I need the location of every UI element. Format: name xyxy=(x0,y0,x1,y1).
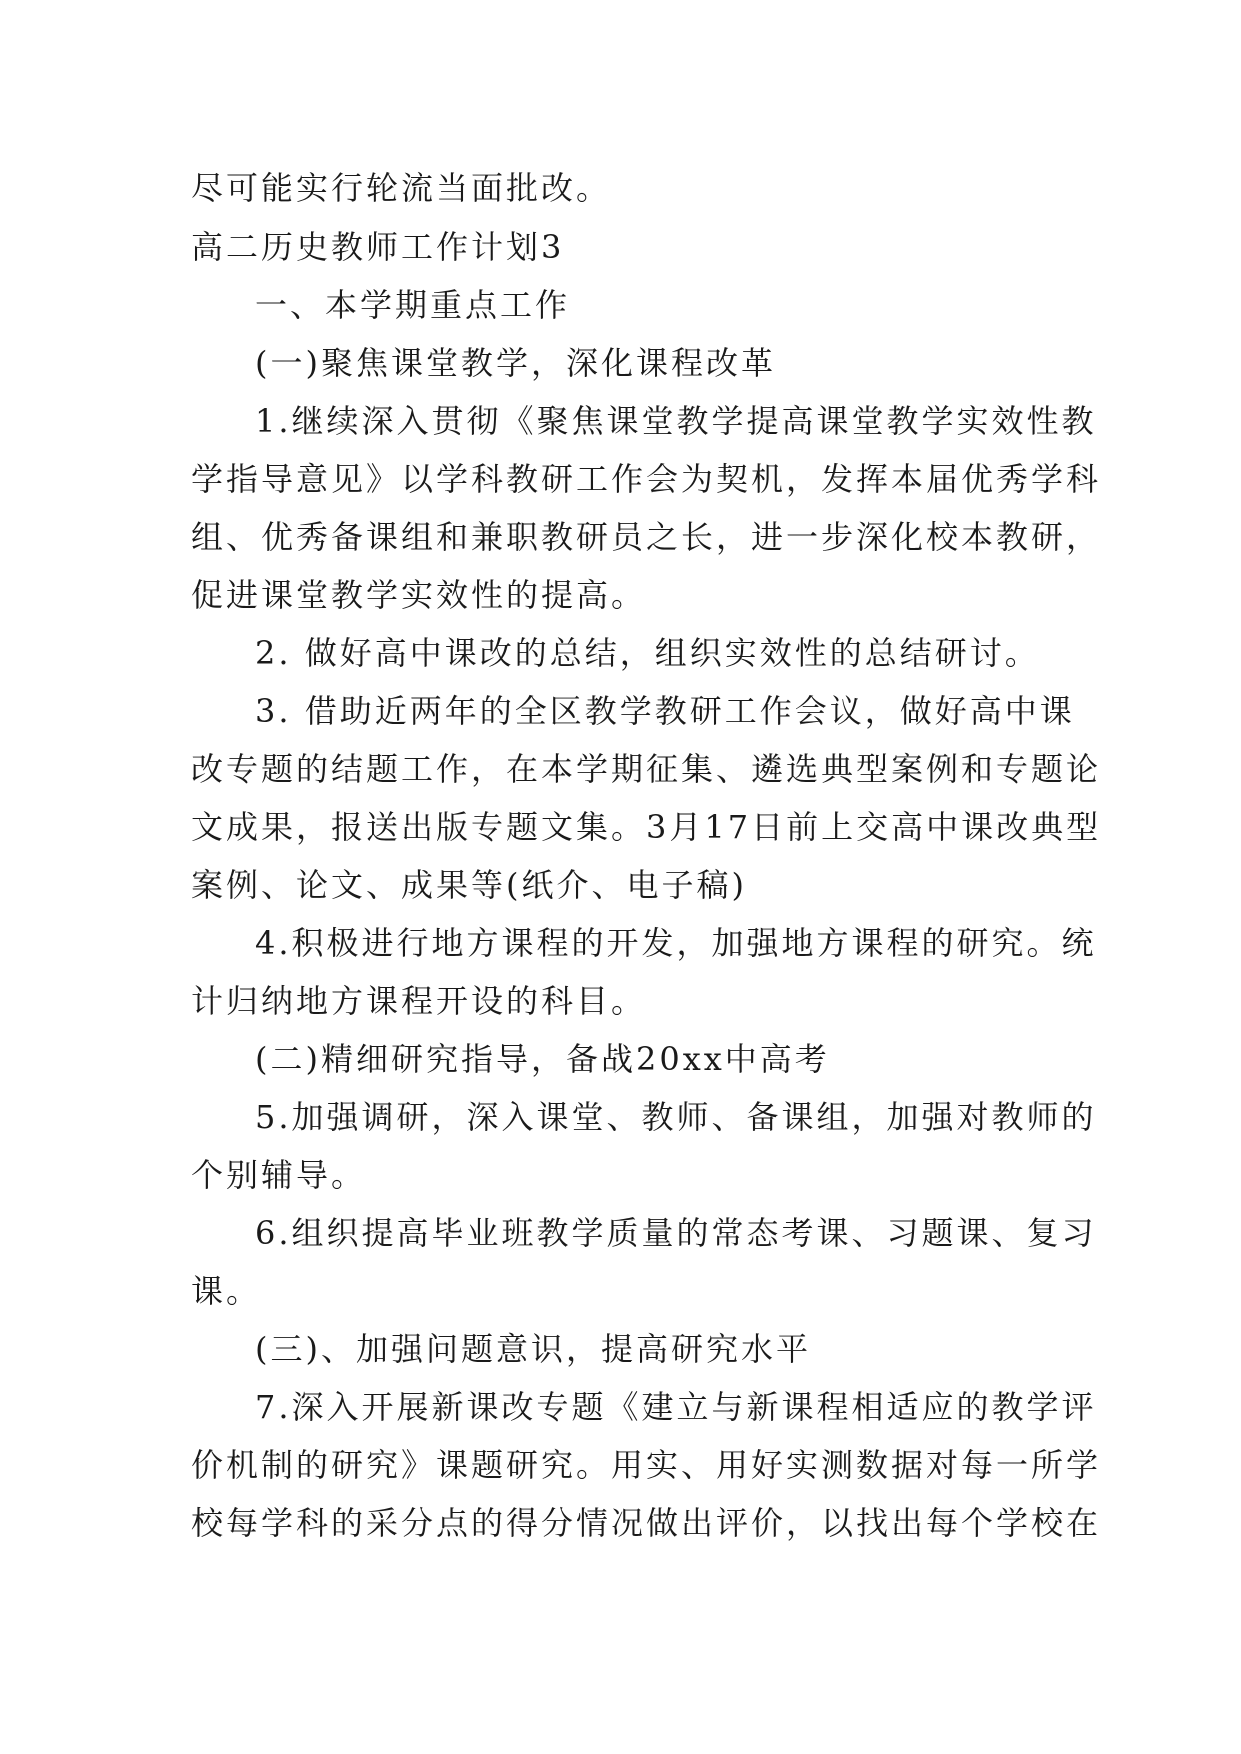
text-line-6: 学指导意见》以学科教研工作会为契机，发挥本届优秀学科 xyxy=(191,460,1102,498)
text-line-3: 一、本学期重点工作 xyxy=(255,286,571,324)
text-line-7: 组、优秀备课组和兼职教研员之长，进一步深化校本教研， xyxy=(191,518,1102,556)
text-line-21: (三)、加强问题意识，提高研究水平 xyxy=(255,1330,811,1368)
text-line-14: 4.积极进行地方课程的开发，加强地方课程的研究。统 xyxy=(255,924,1097,962)
text-line-16: (二)精细研究指导，备战20xx中高考 xyxy=(255,1040,830,1078)
text-line-9: 2. 做好高中课改的总结，组织实效性的总结研讨。 xyxy=(255,634,1040,672)
text-line-4: (一)聚焦课堂教学，深化课程改革 xyxy=(255,344,776,382)
text-line-12: 文成果，报送出版专题文集。3月17日前上交高中课改典型 xyxy=(191,808,1102,846)
text-line-24: 校每学科的采分点的得分情况做出评价，以找出每个学校在 xyxy=(191,1504,1102,1542)
text-line-1: 尽可能实行轮流当面批改。 xyxy=(191,169,612,207)
text-line-19: 6.组织提高毕业班教学质量的常态考课、习题课、复习 xyxy=(255,1214,1097,1252)
text-line-18: 个别辅导。 xyxy=(191,1156,367,1194)
text-line-15: 计归纳地方课程开设的科目。 xyxy=(191,982,647,1020)
text-line-20: 课。 xyxy=(191,1272,262,1310)
text-line-8: 促进课堂教学实效性的提高。 xyxy=(191,576,647,614)
text-line-17: 5.加强调研，深入课堂、教师、备课组，加强对教师的 xyxy=(255,1098,1097,1136)
text-line-11: 改专题的结题工作，在本学期征集、遴选典型案例和专题论 xyxy=(191,750,1102,788)
text-line-23: 价机制的研究》课题研究。用实、用好实测数据对每一所学 xyxy=(191,1446,1102,1484)
text-line-5: 1.继续深入贯彻《聚焦课堂教学提高课堂教学实效性教 xyxy=(255,402,1097,440)
text-line-22: 7.深入开展新课改专题《建立与新课程相适应的教学评 xyxy=(255,1388,1097,1426)
text-line-10: 3. 借助近两年的全区教学教研工作会议，做好高中课 xyxy=(255,692,1075,730)
text-line-13: 案例、论文、成果等(纸介、电子稿) xyxy=(191,866,747,904)
section-heading: 高二历史教师工作计划3 xyxy=(191,228,565,266)
